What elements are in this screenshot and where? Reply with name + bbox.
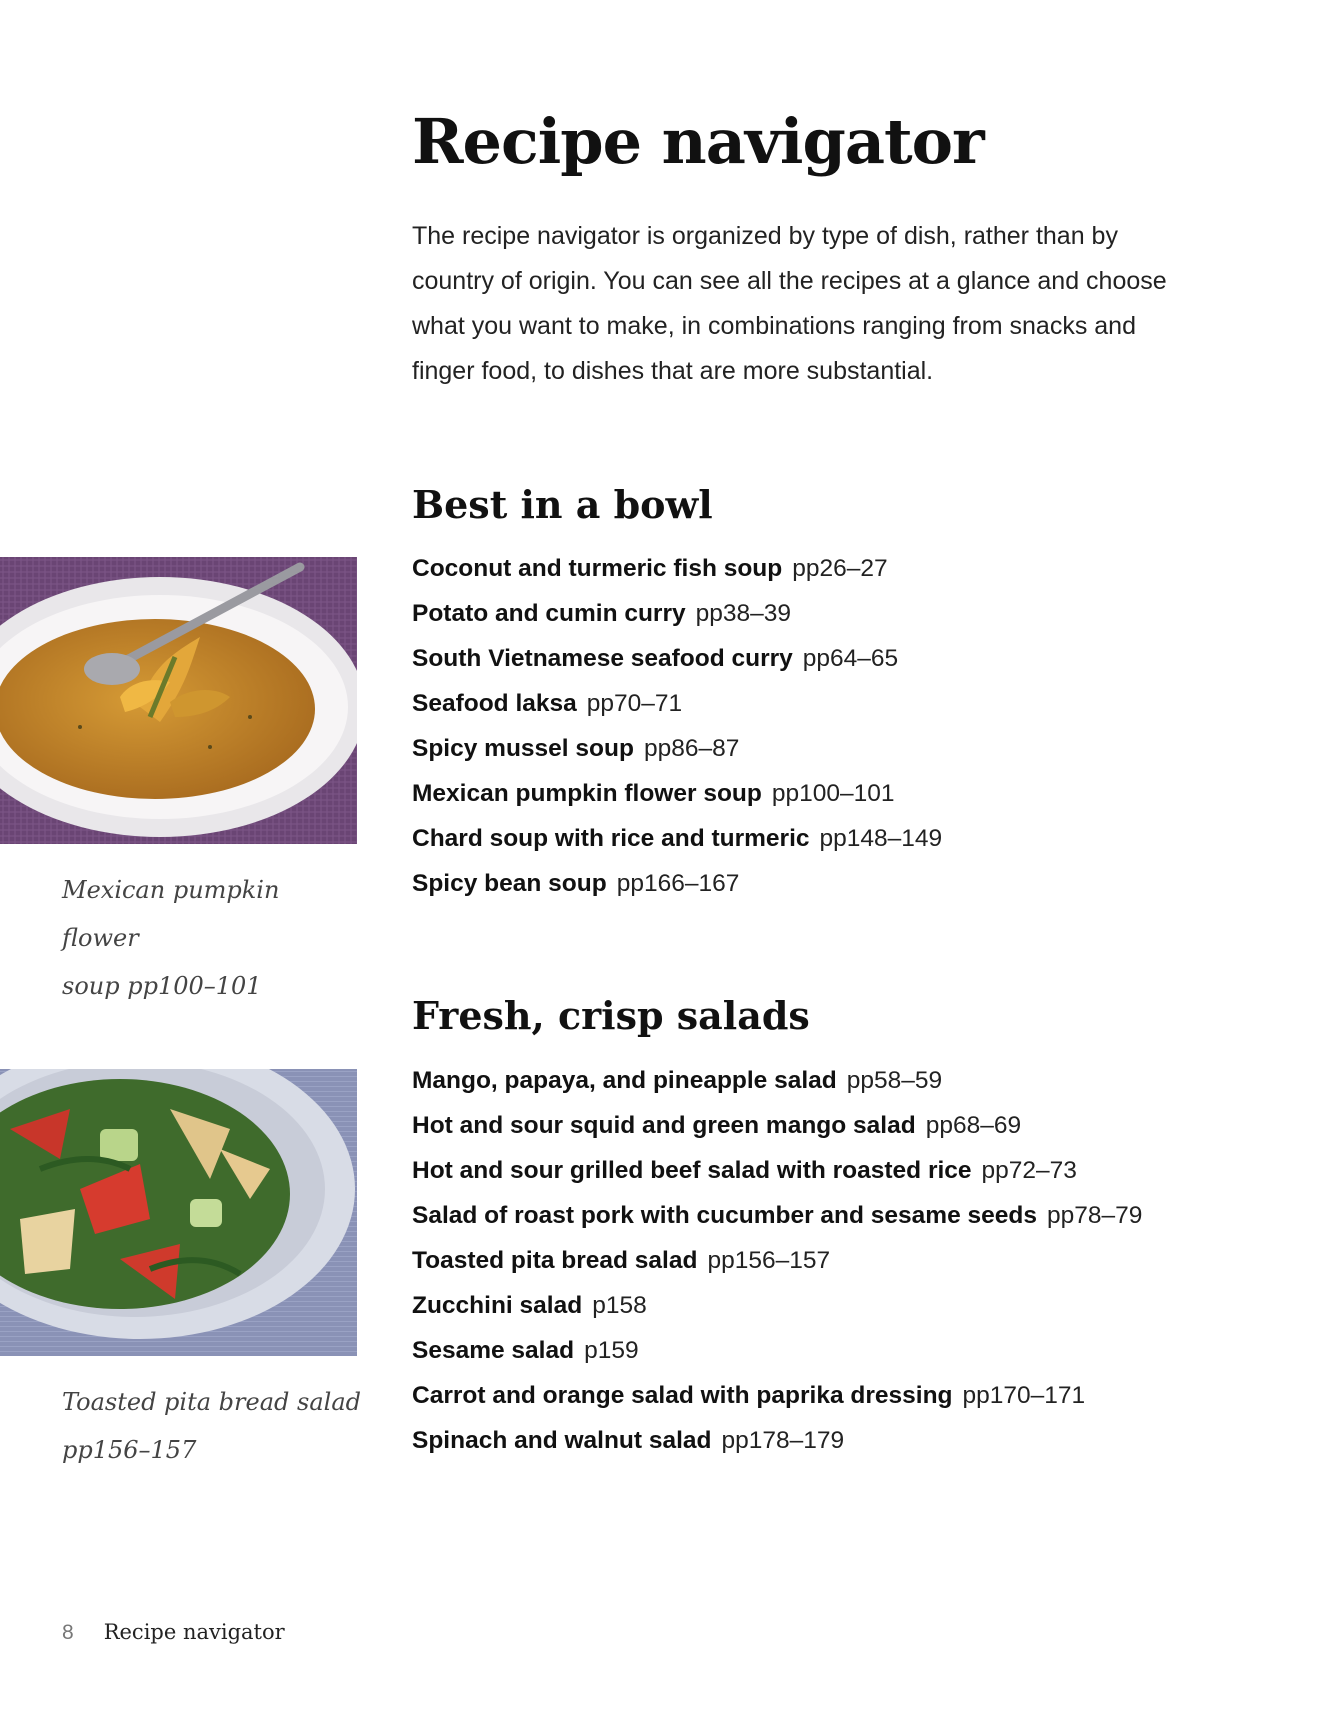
salad-bowl-photo-icon (0, 1069, 357, 1356)
intro-paragraph: The recipe navigator is organized by type of dish, rather than by country of origin. You can see all the recipes at a glance and choose what you want to make, in combinations ranging from snacks and finger food, to dishes that are more substantial. (412, 222, 1167, 385)
recipe-list-bowl (412, 546, 942, 906)
recipe-name: Coconut and turmeric fish soup (412, 555, 783, 582)
list-item (412, 681, 942, 726)
recipe-name: Chard soup with rice and turmeric (412, 825, 810, 852)
recipe-pages: pp100–101 (771, 780, 895, 807)
recipe-name: Seafood laksa (412, 690, 577, 717)
list-item (412, 771, 942, 816)
recipe-pages: pp86–87 (643, 735, 740, 762)
recipe-name: Sesame salad (412, 1337, 575, 1364)
list-item (412, 1418, 1142, 1463)
list-item (412, 816, 942, 861)
list-item (412, 1328, 1142, 1373)
photo-caption-salad (62, 1378, 362, 1474)
list-item (412, 861, 942, 906)
caption-soup-line2: soup pp100–101 (62, 972, 262, 1000)
recipe-name: Mango, papaya, and pineapple salad (412, 1067, 837, 1094)
recipe-name: South Vietnamese seafood curry (412, 645, 793, 672)
list-item (412, 1193, 1142, 1238)
recipe-pages: pp156–157 (707, 1247, 831, 1274)
recipe-name: Salad of roast pork with cucumber and sesame seeds (412, 1202, 1037, 1229)
list-item (412, 636, 942, 681)
recipe-pages: pp72–73 (981, 1157, 1077, 1184)
list-item (412, 1373, 1142, 1418)
list-item (412, 1058, 1142, 1103)
recipe-pages: pp148–149 (819, 825, 943, 852)
recipe-name: Mexican pumpkin flower soup (412, 780, 762, 807)
recipe-pages: pp78–79 (1046, 1202, 1143, 1229)
list-item (412, 1238, 1142, 1283)
list-item (412, 726, 942, 771)
recipe-pages: p159 (584, 1337, 639, 1364)
recipe-pages: pp68–69 (925, 1112, 1022, 1139)
section-title-salads: Fresh, crisp salads (412, 993, 810, 1038)
list-item (412, 546, 942, 591)
page-title: Recipe navigator (412, 105, 984, 178)
list-item (412, 591, 942, 636)
recipe-name: Spicy bean soup (412, 870, 607, 897)
recipe-name: Hot and sour grilled beef salad with roasted rice (412, 1157, 972, 1184)
soup-bowl-photo-icon (0, 557, 357, 844)
recipe-pages: pp64–65 (802, 645, 899, 672)
recipe-name: Toasted pita bread salad (412, 1247, 698, 1274)
recipe-pages: p158 (592, 1292, 647, 1319)
recipe-pages: pp58–59 (846, 1067, 943, 1094)
running-title: Recipe navigator (103, 1620, 285, 1644)
recipe-pages: pp38–39 (695, 600, 792, 627)
caption-soup-line1: Mexican pumpkin flower (62, 876, 280, 952)
page-number: 8 (62, 1621, 74, 1644)
recipe-pages: pp26–27 (792, 555, 888, 582)
recipe-name: Potato and cumin curry (412, 600, 686, 627)
list-item (412, 1103, 1142, 1148)
caption-salad-line1: Toasted pita bread salad (62, 1388, 361, 1416)
page-footer (62, 1620, 285, 1645)
recipe-name: Spinach and walnut salad (412, 1427, 712, 1454)
recipe-pages: pp178–179 (721, 1427, 845, 1454)
recipe-pages: pp166–167 (616, 870, 740, 897)
section-title-bowl: Best in a bowl (412, 482, 713, 527)
caption-salad-line2: pp156–157 (62, 1436, 197, 1464)
recipe-name: Spicy mussel soup (412, 735, 634, 762)
recipe-name: Zucchini salad (412, 1292, 583, 1319)
recipe-pages: pp170–171 (962, 1382, 1086, 1409)
recipe-name: Carrot and orange salad with paprika dressing (412, 1382, 953, 1409)
photo-caption-soup (62, 866, 362, 1010)
list-item (412, 1148, 1142, 1193)
list-item (412, 1283, 1142, 1328)
recipe-name: Hot and sour squid and green mango salad (412, 1112, 916, 1139)
recipe-pages: pp70–71 (586, 690, 683, 717)
recipe-list-salads (412, 1058, 1142, 1463)
